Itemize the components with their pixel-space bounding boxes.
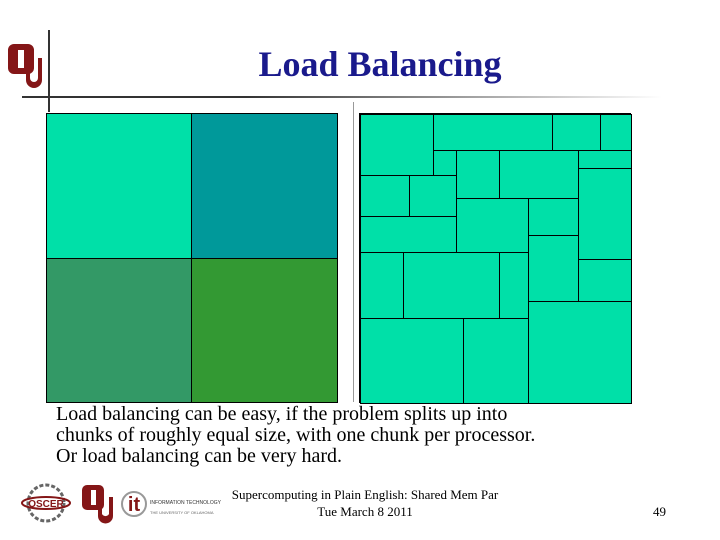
chunk-cell: [456, 150, 500, 199]
chunk-bottom-left: [46, 258, 192, 403]
it-logo-text: INFORMATION TECHNOLOGY: [150, 500, 221, 506]
title-vertical-rule: [48, 30, 50, 112]
chunk-bottom-right: [191, 258, 338, 403]
chunk-top-right: [191, 113, 338, 259]
equal-chunks-grid: [46, 113, 338, 403]
chunk-cell: [360, 114, 434, 176]
chunk-cell: [360, 252, 404, 319]
grid-divider: [353, 102, 354, 402]
oscer-logo-text: OSCER: [28, 499, 64, 510]
chunk-cell: [360, 175, 410, 217]
slide-caption: [56, 404, 656, 467]
irregular-chunks-grid: [359, 113, 631, 403]
chunk-cell: [433, 150, 457, 176]
oscer-logo: [16, 482, 76, 524]
chunk-cell: [528, 198, 579, 236]
caption-line-3: Or load balancing can be very hard.: [56, 445, 342, 467]
chunk-cell: [433, 114, 553, 151]
chunk-cell: [578, 150, 632, 169]
chunk-cell: [528, 235, 579, 302]
chunk-cell: [552, 114, 601, 151]
chunk-cell: [463, 318, 529, 404]
chunk-cell: [360, 216, 457, 253]
chunk-cell: [456, 198, 529, 253]
ou-small-logo: [82, 482, 118, 526]
slide-footer: [200, 486, 530, 520]
chunk-cell: [403, 252, 500, 319]
title-horizontal-rule: [22, 96, 662, 98]
caption-line-2: chunks of roughly equal size, with one chunk per processor.: [56, 424, 536, 446]
chunk-cell: [499, 150, 579, 199]
it-logo-subtext: THE UNIVERSITY OF OKLAHOMA: [150, 510, 214, 515]
chunk-cell: [499, 252, 529, 319]
footer-date: Tue March 8 2011: [317, 504, 413, 519]
caption-line-1: Load balancing can be easy, if the problem splits up into: [56, 403, 508, 425]
chunk-cell: [409, 175, 457, 217]
chunk-cell: [600, 114, 632, 151]
chunk-top-left: [46, 113, 192, 259]
page-number: 49: [653, 504, 666, 519]
chunk-cell: [528, 301, 632, 404]
it-logo: [120, 484, 221, 524]
footer-course: Supercomputing in Plain English: Shared Mem Par: [231, 487, 499, 502]
slide-title: Load Balancing: [258, 44, 502, 84]
ou-logo: [8, 40, 46, 92]
chunk-cell: [578, 259, 632, 302]
it-logo-mark: it: [127, 494, 141, 516]
chunk-cell: [360, 318, 464, 404]
